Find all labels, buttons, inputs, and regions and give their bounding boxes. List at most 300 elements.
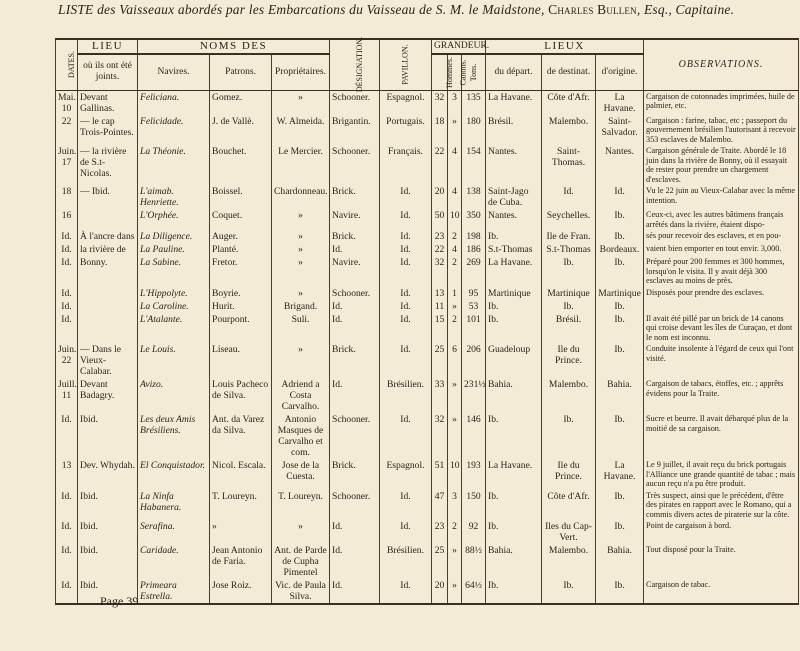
table-row <box>56 209 799 230</box>
navire-cell: Serafina. <box>138 520 210 544</box>
table-row <box>56 230 799 243</box>
pavillon-cell: Id. <box>380 343 432 378</box>
header-canons: Canons. <box>448 54 462 90</box>
destinat-cell: Malembo. <box>542 544 596 579</box>
pavillon-cell: Id. <box>380 287 432 300</box>
lieu-cell: — Ibid. <box>78 185 138 209</box>
hommes-cell: 51 <box>432 459 448 490</box>
patron-cell: Jean Antonio de Faria. <box>210 544 272 579</box>
navire-cell: Les deux Amis Brésiliens. <box>138 413 210 459</box>
observation-cell: Disposés pour prendre des esclaves. <box>644 287 799 300</box>
proprietaire-cell: » <box>272 243 330 256</box>
tons-cell: 138 <box>462 185 486 209</box>
designation-cell: Brick. <box>330 185 380 209</box>
lieu-cell <box>78 313 138 344</box>
designation-cell: Brigantin. <box>330 115 380 146</box>
table-row <box>56 243 799 256</box>
proprietaire-cell: Le Mercier. <box>272 145 330 185</box>
header-proprietaires: Propriétaires. <box>272 54 330 90</box>
designation-cell: Brick. <box>330 230 380 243</box>
table-row <box>56 579 799 604</box>
origine-cell: La Havane. <box>596 459 644 490</box>
tons-cell: 350 <box>462 209 486 230</box>
hommes-cell: 22 <box>432 145 448 185</box>
lieu-cell: Ibid. <box>78 490 138 521</box>
proprietaire-cell: Chardonneau. <box>272 185 330 209</box>
page-title <box>58 2 798 18</box>
header-grandeur: GRANDEUR. <box>432 39 486 54</box>
navire-cell: L'aimab. Henriette. <box>138 185 210 209</box>
observation-cell: Préparé pour 200 femmes et 300 hommes, lorsqu'on le visita. Il y avait déjà 300 esclaves au moins de près. <box>644 256 799 287</box>
depart-cell: Ib. <box>486 413 542 459</box>
hommes-cell: 25 <box>432 343 448 378</box>
page-number: Page 39. <box>100 594 142 608</box>
designation-cell: Navire. <box>330 209 380 230</box>
depart-cell: Ib. <box>486 579 542 604</box>
origine-cell: Saint-Salvador. <box>596 115 644 146</box>
designation-cell: Id. <box>330 243 380 256</box>
header-observations: OBSERVATIONS. <box>644 39 799 90</box>
tons-cell: 95 <box>462 287 486 300</box>
table-body <box>56 90 799 604</box>
navire-cell: Primeara Estrella. <box>138 579 210 604</box>
hommes-cell: 15 <box>432 313 448 344</box>
destinat-cell: Ile de Fran. <box>542 230 596 243</box>
proprietaire-cell: Vic. de Paula Silva. <box>272 579 330 604</box>
origine-cell: Ib. <box>596 579 644 604</box>
tons-cell: 269 <box>462 256 486 287</box>
patron-cell: J. de Vallè. <box>210 115 272 146</box>
pavillon-cell: Brésilien. <box>380 544 432 579</box>
destinat-cell: Iles du Cap-Vert. <box>542 520 596 544</box>
pavillon-cell: Français. <box>380 145 432 185</box>
lieu-cell <box>78 287 138 300</box>
origine-cell: Ib. <box>596 313 644 344</box>
table-row <box>56 145 799 185</box>
designation-cell: Schooner. <box>330 413 380 459</box>
designation-cell: Id. <box>330 300 380 313</box>
canons-cell: 1 <box>448 287 462 300</box>
hommes-cell: 33 <box>432 378 448 413</box>
canons-cell: 4 <box>448 145 462 185</box>
origine-cell: Ib. <box>596 209 644 230</box>
patron-cell: Planté. <box>210 243 272 256</box>
tons-cell: 146 <box>462 413 486 459</box>
depart-cell: Ib. <box>486 230 542 243</box>
destinat-cell: Martinique <box>542 287 596 300</box>
destinat-cell: Ib. <box>542 300 596 313</box>
observation-cell: Cargaison générale de Traite. Abordé le 18 juin dans la rivière de Bonny, où il essayait de rester pour prendre un chargement d'esclaves. <box>644 145 799 185</box>
navire-cell: La Ninfa Habanera. <box>138 490 210 521</box>
lieu-cell: Devant Gallinas. <box>78 90 138 115</box>
header-pavillon: PAVILLON. <box>380 39 432 90</box>
lieu-cell: — le cap Trois-Pointes. <box>78 115 138 146</box>
tons-cell: 150 <box>462 490 486 521</box>
title-captain-name: Charles Bullen <box>548 2 637 17</box>
table-row <box>56 300 799 313</box>
navire-cell: L'Atalante. <box>138 313 210 344</box>
table-row <box>56 544 799 579</box>
patron-cell: Coquet. <box>210 209 272 230</box>
destinat-cell: Id. <box>542 185 596 209</box>
proprietaire-cell: Ant. de Parde de Cupha Pimentel <box>272 544 330 579</box>
proprietaire-cell: Brigand. <box>272 300 330 313</box>
depart-cell: Ib. <box>486 300 542 313</box>
title-captain-suffix: , Esq., Capitaine. <box>636 2 735 17</box>
observation-cell: vaient bien emporter en tout envir. 3,000. <box>644 243 799 256</box>
pavillon-cell: Brésilien. <box>380 378 432 413</box>
depart-cell: La Havane. <box>486 90 542 115</box>
patron-cell: Ant. da Varez da Silva. <box>210 413 272 459</box>
date-cell: 18 <box>56 185 78 209</box>
proprietaire-cell: Adriend a Costa Carvalho. <box>272 378 330 413</box>
observation-cell: Cargaison de tabac. <box>644 579 799 604</box>
hommes-cell: 32 <box>432 256 448 287</box>
origine-cell: Ib. <box>596 343 644 378</box>
depart-cell: S.t-Thomas <box>486 243 542 256</box>
depart-cell: Nantes. <box>486 209 542 230</box>
pavillon-cell: Id. <box>380 243 432 256</box>
patron-cell: Liseau. <box>210 343 272 378</box>
tons-cell: 92 <box>462 520 486 544</box>
tons-cell: 193 <box>462 459 486 490</box>
destinat-cell: Brésil. <box>542 313 596 344</box>
hommes-cell: 18 <box>432 115 448 146</box>
canons-cell: 4 <box>448 243 462 256</box>
title-main: LISTE des Vaisseaux abordés par les Embarcations du Vaisseau de S. M. le Maidstone, <box>58 2 545 17</box>
destinat-cell: Saint-Thomas. <box>542 145 596 185</box>
depart-cell: Brésil. <box>486 115 542 146</box>
observation-cell: Conduite insolente à l'égard de ceux qui l'ont visité. <box>644 343 799 378</box>
tons-cell: 206 <box>462 343 486 378</box>
proprietaire-cell: » <box>272 230 330 243</box>
origine-cell: Bahia. <box>596 378 644 413</box>
patron-cell: » <box>210 520 272 544</box>
hommes-cell: 32 <box>432 90 448 115</box>
origine-cell: Ib. <box>596 413 644 459</box>
header-navires: Navires. <box>138 54 210 90</box>
patron-cell: Nicol. Escala. <box>210 459 272 490</box>
designation-cell: Id. <box>330 579 380 604</box>
patron-cell: Boyrie. <box>210 287 272 300</box>
pavillon-cell: Id. <box>380 490 432 521</box>
navire-cell: La Sabine. <box>138 256 210 287</box>
canons-cell: » <box>448 579 462 604</box>
tons-cell: 135 <box>462 90 486 115</box>
origine-cell: Ib. <box>596 520 644 544</box>
canons-cell: 2 <box>448 230 462 243</box>
designation-cell: Brick. <box>330 343 380 378</box>
patron-cell: Gomez. <box>210 90 272 115</box>
designation-cell: Brick. <box>330 459 380 490</box>
depart-cell: Martinique <box>486 287 542 300</box>
navire-cell: L'Hippolyte. <box>138 287 210 300</box>
pavillon-cell: Id. <box>380 520 432 544</box>
navire-cell: Avizo. <box>138 378 210 413</box>
tons-cell: 231½ <box>462 378 486 413</box>
observation-cell: Cargaison de cotonnades imprimées, huile de palmier, etc. <box>644 90 799 115</box>
observation-cell: Sucre et beurre. Il avait débarqué plus de la moitié de sa cargaison. <box>644 413 799 459</box>
observation-cell: Cargaison de tabacs, étoffes, etc. ; apprêts évidens pour la Traite. <box>644 378 799 413</box>
header-dates: DATES. <box>56 39 78 90</box>
origine-cell: Martinique <box>596 287 644 300</box>
patron-cell: Hurit. <box>210 300 272 313</box>
pavillon-cell: Id. <box>380 185 432 209</box>
date-cell: Id. <box>56 313 78 344</box>
patron-cell: Pourpont. <box>210 313 272 344</box>
patron-cell: Auger. <box>210 230 272 243</box>
pavillon-cell: Id. <box>380 300 432 313</box>
header-hommes: Hommes. <box>432 54 448 90</box>
canons-cell: 2 <box>448 520 462 544</box>
origine-cell: La Havane. <box>596 90 644 115</box>
designation-cell: Id. <box>330 313 380 344</box>
vessel-table <box>55 38 799 605</box>
table-row <box>56 185 799 209</box>
tons-cell: 180 <box>462 115 486 146</box>
observation-cell: Le 9 juillet, il avait reçu du brick portugais l'Alliance une grande quantité de tabac ; mais aucun reçu n'a pu être produit. <box>644 459 799 490</box>
depart-cell: Bahia. <box>486 544 542 579</box>
patron-cell: T. Loureyn. <box>210 490 272 521</box>
date-cell: Id. <box>56 243 78 256</box>
depart-cell: Ib. <box>486 520 542 544</box>
lieu-cell: Ibid. <box>78 520 138 544</box>
destinat-cell: Malembo. <box>542 115 596 146</box>
destinat-cell: Malembo. <box>542 378 596 413</box>
origine-cell: Ib. <box>596 300 644 313</box>
destinat-cell: Côte d'Afr. <box>542 490 596 521</box>
navire-cell: Felicidade. <box>138 115 210 146</box>
header-origine: d'origine. <box>596 54 644 90</box>
patron-cell: Louis Pacheco de Silva. <box>210 378 272 413</box>
tons-cell: 53 <box>462 300 486 313</box>
table-row <box>56 459 799 490</box>
designation-cell: Id. <box>330 520 380 544</box>
pavillon-cell: Id. <box>380 313 432 344</box>
navire-cell: La Théonie. <box>138 145 210 185</box>
date-cell: 13 <box>56 459 78 490</box>
proprietaire-cell: Jose de la Cuesta. <box>272 459 330 490</box>
date-cell: Juin. 17 <box>56 145 78 185</box>
destinat-cell: Seychelles. <box>542 209 596 230</box>
pavillon-cell: Portugais. <box>380 115 432 146</box>
table-row <box>56 287 799 300</box>
depart-cell: La Havane. <box>486 256 542 287</box>
lieu-cell: Ibid. <box>78 579 138 604</box>
lieu-cell: — la rivière de S.t-Nicolas. <box>78 145 138 185</box>
lieu-cell <box>78 300 138 313</box>
hommes-cell: 32 <box>432 413 448 459</box>
navire-cell: El Conquistador. <box>138 459 210 490</box>
table-row <box>56 115 799 146</box>
proprietaire-cell: T. Loureyn. <box>272 490 330 521</box>
observation-cell: Cargaison : farine, tabac, etc ; passeport du gouvernement brésilien l'autorisant à recevoir 353 esclaves de Malembo. <box>644 115 799 146</box>
canons-cell: » <box>448 544 462 579</box>
pavillon-cell: Id. <box>380 579 432 604</box>
hommes-cell: 23 <box>432 520 448 544</box>
navire-cell: Feliciana. <box>138 90 210 115</box>
observation-cell: Point de cargaison à bord. <box>644 520 799 544</box>
patron-cell: Jose Roiz. <box>210 579 272 604</box>
proprietaire-cell: » <box>272 256 330 287</box>
canons-cell: » <box>448 300 462 313</box>
proprietaire-cell: » <box>272 520 330 544</box>
pavillon-cell: Id. <box>380 413 432 459</box>
hommes-cell: 20 <box>432 579 448 604</box>
patron-cell: Boissel. <box>210 185 272 209</box>
date-cell: Id. <box>56 490 78 521</box>
header-lieux: LIEUX <box>486 39 644 54</box>
date-cell: Id. <box>56 256 78 287</box>
date-cell: Juin. 22 <box>56 343 78 378</box>
canons-cell: 6 <box>448 343 462 378</box>
canons-cell: 3 <box>448 490 462 521</box>
depart-cell: Guadeloup <box>486 343 542 378</box>
depart-cell: Ib. <box>486 490 542 521</box>
header-designation: DÉSIGNATION. <box>330 39 380 90</box>
tons-cell: 198 <box>462 230 486 243</box>
date-cell: 22 <box>56 115 78 146</box>
origine-cell: Ib. <box>596 230 644 243</box>
table-row <box>56 256 799 287</box>
proprietaire-cell: Suli. <box>272 313 330 344</box>
navire-cell: La Caroline. <box>138 300 210 313</box>
designation-cell: Schooner. <box>330 490 380 521</box>
table-row <box>56 413 799 459</box>
designation-cell: Navire. <box>330 256 380 287</box>
destinat-cell: Ib. <box>542 579 596 604</box>
date-cell: Juill. 11 <box>56 378 78 413</box>
table-row <box>56 378 799 413</box>
navire-cell: La Pauline. <box>138 243 210 256</box>
depart-cell: Bahia. <box>486 378 542 413</box>
date-cell: 16 <box>56 209 78 230</box>
date-cell: Id. <box>56 300 78 313</box>
table-row <box>56 490 799 521</box>
lieu-cell: Bonny. <box>78 256 138 287</box>
header-destinat: de destinat. <box>542 54 596 90</box>
header-lieu-sub: où ils ont été joints. <box>78 54 138 90</box>
patron-cell: Fretor. <box>210 256 272 287</box>
canons-cell: 2 <box>448 313 462 344</box>
header-patrons: Patrons. <box>210 54 272 90</box>
header-depart: du départ. <box>486 54 542 90</box>
designation-cell: Schooner. <box>330 145 380 185</box>
table-row <box>56 343 799 378</box>
canons-cell: » <box>448 378 462 413</box>
observation-cell: Il avait été pillé par un brick de 14 canons qui croise devant les îles de Curaçao, et dont le nom est inconnu. <box>644 313 799 344</box>
observation-cell: Vu le 22 juin au Vieux-Calabar avec la même intention. <box>644 185 799 209</box>
header-noms-des: NOMS DES <box>138 39 330 54</box>
tons-cell: 64½ <box>462 579 486 604</box>
designation-cell: Schooner. <box>330 287 380 300</box>
hommes-cell: 11 <box>432 300 448 313</box>
pavillon-cell: Espagnol. <box>380 90 432 115</box>
designation-cell: Id. <box>330 544 380 579</box>
depart-cell: Ib. <box>486 313 542 344</box>
pavillon-cell: Id. <box>380 230 432 243</box>
depart-cell: La Havane. <box>486 459 542 490</box>
hommes-cell: 25 <box>432 544 448 579</box>
lieu-cell: la rivière de <box>78 243 138 256</box>
depart-cell: Saint-Jago de Cuba. <box>486 185 542 209</box>
canons-cell: 4 <box>448 185 462 209</box>
date-cell: Id. <box>56 230 78 243</box>
lieu-cell: Ibid. <box>78 544 138 579</box>
observation-cell: sés pour recevoir des esclaves, et en pou- <box>644 230 799 243</box>
date-cell: Id. <box>56 544 78 579</box>
destinat-cell: Ile du Prince. <box>542 459 596 490</box>
canons-cell: 10 <box>448 209 462 230</box>
tons-cell: 88½ <box>462 544 486 579</box>
table-row <box>56 313 799 344</box>
proprietaire-cell: » <box>272 90 330 115</box>
lieu-cell: À l'ancre dans <box>78 230 138 243</box>
observation-cell: Très suspect, ainsi que le précédent, d'être des pirates en rapport avec le Romano, qui a commis divers actes de piraterie sur la côte. <box>644 490 799 521</box>
origine-cell: Ib. <box>596 490 644 521</box>
lieu-cell <box>78 209 138 230</box>
canons-cell: 10 <box>448 459 462 490</box>
canons-cell: » <box>448 115 462 146</box>
date-cell: Mai. 10 <box>56 90 78 115</box>
navire-cell: Caridade. <box>138 544 210 579</box>
hommes-cell: 23 <box>432 230 448 243</box>
navire-cell: L'Orphée. <box>138 209 210 230</box>
date-cell: Id. <box>56 520 78 544</box>
lieu-cell: Ibid. <box>78 413 138 459</box>
canons-cell: 3 <box>448 90 462 115</box>
designation-cell: Id. <box>330 378 380 413</box>
date-cell: Id. <box>56 579 78 604</box>
pavillon-cell: Id. <box>380 209 432 230</box>
proprietaire-cell: W. Almeida. <box>272 115 330 146</box>
origine-cell: Id. <box>596 185 644 209</box>
origine-cell: Nantes. <box>596 145 644 185</box>
tons-cell: 154 <box>462 145 486 185</box>
depart-cell: Nantes. <box>486 145 542 185</box>
pavillon-cell: Id. <box>380 256 432 287</box>
patron-cell: Bouchet. <box>210 145 272 185</box>
table-row <box>56 520 799 544</box>
hommes-cell: 20 <box>432 185 448 209</box>
destinat-cell: Côte d'Afr. <box>542 90 596 115</box>
observation-cell <box>644 300 799 313</box>
lieu-cell: — Dans le Vieux-Calabar. <box>78 343 138 378</box>
proprietaire-cell: » <box>272 287 330 300</box>
destinat-cell: Ib. <box>542 413 596 459</box>
hommes-cell: 13 <box>432 287 448 300</box>
tons-cell: 101 <box>462 313 486 344</box>
designation-cell: Schooner. <box>330 90 380 115</box>
observation-cell: Tout disposé pour la Traite. <box>644 544 799 579</box>
proprietaire-cell: Antonio Masques de Carvalho et com. <box>272 413 330 459</box>
origine-cell: Bahia. <box>596 544 644 579</box>
hommes-cell: 47 <box>432 490 448 521</box>
origine-cell: Bordeaux. <box>596 243 644 256</box>
date-cell: Id. <box>56 287 78 300</box>
lieu-cell: Dev. Whydah. <box>78 459 138 490</box>
canons-cell: » <box>448 413 462 459</box>
destinat-cell: S.t-Thomas <box>542 243 596 256</box>
table-row <box>56 90 799 115</box>
date-cell: Id. <box>56 413 78 459</box>
proprietaire-cell: » <box>272 209 330 230</box>
pavillon-cell: Espagnol. <box>380 459 432 490</box>
proprietaire-cell: » <box>272 343 330 378</box>
destinat-cell: Ib. <box>542 256 596 287</box>
navire-cell: La Diligence. <box>138 230 210 243</box>
origine-cell: Ib. <box>596 256 644 287</box>
